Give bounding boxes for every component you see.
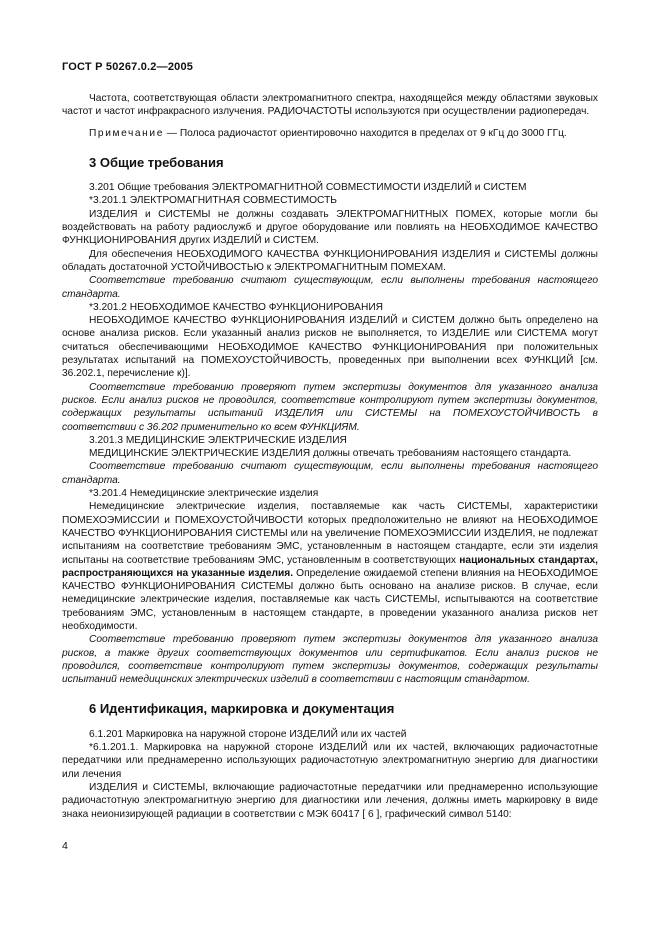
definition-paragraph: Частота, соответствующая области электромагнитного спектра, находящейся между областями звуковых частот и частот инфракрасного излучения. РАДИОЧАСТОТЫ используются при осуществлении радиопередач. (62, 93, 598, 118)
clause-3-201-1-text-2: Для обеспечения НЕОБХОДИМОГО КАЧЕСТВА ФУНКЦИОНИРОВАНИЯ ИЗДЕЛИЯ и СИСТЕМЫ должны обладать достаточной УСТОЙЧИВОСТЬЮ к ЭЛЕКТРОМАГНИТНЫМ ПОМЕХАМ. (62, 248, 598, 273)
clause-3-201-2-text: НЕОБХОДИМОЕ КАЧЕСТВО ФУНКЦИОНИРОВАНИЯ ИЗДЕЛИЙ и СИСТЕМ должно быть определено на основе анализа рисков. Если указанный анализ рисков не выполняется, то ИЗДЕЛИЕ или СИСТЕМА могут считаться обеспечивающими НЕОБХОДИМОЕ КАЧЕСТВО ФУНКЦИОНИРОВАНИЯ при положительных результатах испытаний на ПОМЕХОУСТОЙЧИВОСТЬ, проведенных при выполнении всех ФУНКЦИЙ [см. 36.202.1, перечисление к)]. (62, 315, 598, 380)
clause-6-1-201-1-text: ИЗДЕЛИЯ и СИСТЕМЫ, включающие радиочастотные передатчики или преднамеренно использующие радиочастотную электромагнитную энергию для диагностики или лечения, должны иметь маркировку в виде знака неионизирующей радиации в соответствии с МЭК 60417 [ 6 ], графический символ 5140: (62, 781, 598, 820)
clause-3-201-4-text-bold: национальных стандартах, распространяющихся на указанные изделия. (62, 554, 598, 579)
clause-3-201-2-title: *3.201.2 НЕОБХОДИМОЕ КАЧЕСТВО ФУНКЦИОНИРОВАНИЯ (89, 301, 384, 313)
clause-3-201-3-compliance: Соответствие требованию считают существующим, если выполнены требования настоящего стандарта. (62, 461, 598, 486)
section-6-heading: 6 Идентификация, маркировка и документация (89, 701, 395, 717)
running-header: ГОСТ Р 50267.0.2—2005 (62, 61, 194, 73)
note-paragraph (62, 127, 598, 140)
note-label: Примечание (89, 127, 164, 139)
clause-6-1-201-1-title: *6.1.201.1. Маркировка на наружной стороне ИЗДЕЛИЙ или их частей, включающих радиочастотные передатчики или преднамеренно использующих радиочастотную электромагнитную энергию для диагностики или лечения (62, 742, 598, 780)
page-number: 4 (62, 840, 68, 852)
clause-3-201-1-title: *3.201.1 ЭЛЕКТРОМАГНИТНАЯ СОВМЕСТИМОСТЬ (89, 195, 337, 207)
clause-3-201: 3.201 Общие требования ЭЛЕКТРОМАГНИТНОЙ СОВМЕСТИМОСТИ ИЗДЕЛИЙ и СИСТЕМ (89, 182, 527, 194)
clause-3-201-4-text (62, 500, 598, 633)
section-3-heading: 3 Общие требования (89, 154, 224, 170)
clause-3-201-4-text-c: Определение ожидаемой степени влияния на НЕОБХОДИМОЕ КАЧЕСТВО ФУНКЦИОНИРОВАНИЯ СИСТЕМЫ должно быть основано на анализе рисков. В случае, если немедицинские электрические изделия, поставляемые как часть СИСТЕМЫ, испытываются на соответствие требованиям ЭМС, установленным в настоящем стандарте, в проведении указанного анализа рисков нет необходимости. (62, 567, 598, 632)
clause-3-201-2-compliance: Соответствие требованию проверяют путем экспертизы документов для указанного анализа рисков. Если анализ рисков не проводился, соответствие контролируют путем экспертизы документов, содержащих результаты испытаний ИЗДЕЛИЯ или СИСТЕМЫ на ПОМЕХОУСТОЙЧИВОСТЬ в соответствии с 36.202 применительно ко всем ФУНКЦИЯМ. (62, 381, 598, 433)
clause-3-201-4-title: *3.201.4 Немедицинские электрические изделия (89, 488, 319, 500)
clause-3-201-4-text-a: Немедицинские электрические изделия, поставляемые как часть СИСТЕМЫ, характеристики ПОМЕХОЭМИССИИ и ПОМЕХОУСТОЙЧИВОСТИ которых предположительно не влияют на НЕОБХОДИМОЕ КАЧЕСТВО ФУНКЦИОНИРОВАНИЯ СИСТЕМЫ или на увеличение ПОМЕХОЭМИССИИ ИЗДЕЛИЯ, не подлежат испытаниям на соответствие требованиям ЭМС, установленным в настоящем стандарте, если эти изделия испытаны на соответствие требованиям ЭМС, установленным в соответствующих (62, 501, 598, 566)
clause-3-201-1-compliance: Соответствие требованию считают существующим, если выполнены требования настоящего стандарта. (62, 275, 598, 300)
note-text: — Полоса радиочастот ориентировочно находится в пределах от 9 кГц до 3000 ГГц. (163, 127, 567, 139)
clause-6-1-201: 6.1.201 Маркировка на наружной стороне ИЗДЕЛИЙ или их частей (89, 728, 407, 740)
document-body (62, 92, 598, 821)
clause-3-201-3-title: 3.201.3 МЕДИЦИНСКИЕ ЭЛЕКТРИЧЕСКИЕ ИЗДЕЛИЯ (89, 434, 347, 446)
clause-3-201-3-text: МЕДИЦИНСКИЕ ЭЛЕКТРИЧЕСКИЕ ИЗДЕЛИЯ должны отвечать требованиям настоящего стандарта. (89, 448, 572, 460)
clause-3-201-1-text: ИЗДЕЛИЯ и СИСТЕМЫ не должны создавать ЭЛЕКТРОМАГНИТНЫХ ПОМЕХ, которые могли бы воздействовать на работу радиослужб и другое оборудование или повлиять на НЕОБХОДИМОЕ КАЧЕСТВО ФУНКЦИОНИРОВАНИЯ других ИЗДЕЛИЙ и СИСТЕМ. (62, 208, 598, 247)
clause-3-201-4-compliance: Соответствие требованию проверяют путем экспертизы документов для указанного анализа рисков, а также других соответствующих документов или сертификатов. Если анализ рисков не проводился, соответствие контролируют путем экспертизы документов, содержащих результаты испытаний немедицинских электрических изделий в соответствии с настоящим стандартом. (62, 634, 598, 686)
